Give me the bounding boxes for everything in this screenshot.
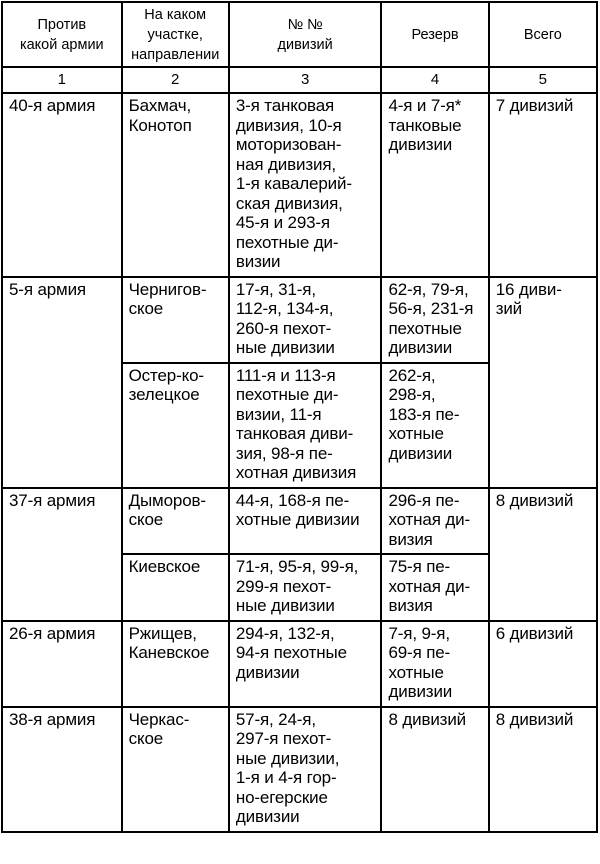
sector-cell: [122, 93, 229, 277]
cell-text-line: Против: [37, 16, 87, 33]
cell-text-line: дивизия, 10-я: [235, 115, 342, 135]
divisions-cell: [229, 277, 382, 363]
cell-text-line: дивизий: [277, 36, 333, 53]
header-army: [2, 2, 122, 67]
cell-text-line: 37-я армия: [9, 490, 96, 510]
cell-text-line: ные дивизии: [235, 338, 335, 357]
cell-text-line: Черкас-: [128, 709, 190, 729]
cell-text-line: дивизии: [388, 135, 453, 154]
cell-text-line: 57-я, 24-я,: [235, 709, 316, 729]
reserve-cell: [381, 707, 488, 832]
cell-text-line: 8 дивизий: [495, 709, 574, 729]
sector-cell: [122, 554, 229, 621]
cell-text-line: танковая диви-: [235, 424, 354, 443]
cell-text-line: 296-я пе-: [388, 490, 460, 510]
table-row: [2, 707, 597, 832]
divisions-cell: [229, 707, 382, 832]
column-number-row: [2, 67, 597, 93]
cell-text-line: 44-я, 168-я пе-: [235, 490, 350, 510]
army-cell: [2, 93, 122, 277]
cell-text-line: 7 дивизий: [495, 96, 574, 115]
header-sector: [122, 2, 229, 67]
column-number: 3: [229, 67, 382, 93]
cell-text-line: танковые: [388, 115, 462, 135]
army-cell: [2, 621, 122, 707]
cell-text-line: Резерв: [411, 26, 459, 43]
cell-text-line: 17-я, 31-я,: [235, 279, 316, 299]
cell-text-line: пехотные: [388, 318, 462, 338]
cell-text-line: хотная ди-: [388, 510, 470, 529]
cell-text-line: 69-я пе-: [388, 643, 451, 662]
cell-text-line: 62-я, 79-я,: [388, 279, 469, 299]
cell-text-line: зий: [495, 299, 523, 318]
sector-cell: [122, 621, 229, 707]
sector-cell: [122, 488, 229, 555]
cell-text-line: Ржищев,: [128, 623, 197, 643]
cell-text-line: зелецкое: [128, 385, 200, 404]
divisions-cell: [229, 488, 382, 555]
cell-text-line: хотные дивизии: [235, 510, 360, 529]
sector-cell: [122, 277, 229, 363]
cell-text-line: зия, 98-я пе-: [235, 443, 333, 463]
cell-text-line: 299-я пехот-: [235, 576, 332, 596]
cell-text-line: 26-я армия: [9, 623, 96, 643]
header-reserve: [381, 2, 488, 67]
divisions-cell: [229, 363, 382, 488]
cell-text-line: пехотные ди-: [235, 385, 339, 404]
cell-text-line: Конотоп: [128, 115, 192, 135]
cell-text-line: ская дивизия,: [235, 193, 343, 213]
cell-text-line: 262-я,: [388, 365, 436, 385]
cell-text-line: 3-я танковая: [235, 96, 335, 115]
divisions-cell: [229, 621, 382, 707]
sector-cell: [122, 363, 229, 488]
cell-text-line: визии: [235, 252, 281, 271]
divisions-cell: [229, 93, 382, 277]
cell-text-line: 6 дивизий: [495, 623, 574, 643]
divisions-cell: [229, 554, 382, 621]
cell-text-line: моторизован-: [235, 135, 342, 154]
total-cell: [489, 707, 597, 832]
column-number: 2: [122, 67, 229, 93]
total-cell: [489, 621, 597, 707]
cell-text-line: участке,: [147, 26, 203, 43]
cell-text-line: но-егерские: [235, 787, 328, 807]
cell-text-line: визия: [388, 596, 433, 615]
cell-text-line: 112-я, 134-я,: [235, 299, 334, 318]
cell-text-line: 45-я и 293-я: [235, 213, 330, 232]
cell-text-line: ная дивизия,: [235, 154, 336, 174]
cell-text-line: дивизии: [388, 682, 453, 701]
header-row: [2, 2, 597, 67]
cell-text-line: ское: [128, 729, 164, 748]
sector-cell: [122, 707, 229, 832]
cell-text-line: какой армии: [19, 36, 104, 53]
cell-text-line: 111-я и 113-я: [235, 365, 336, 385]
header-total: [489, 2, 597, 67]
cell-text-line: пехотные ди-: [235, 232, 339, 252]
cell-text-line: 297-я пехот-: [235, 729, 332, 748]
cell-text-line: 7-я, 9-я,: [388, 623, 450, 643]
cell-text-line: хотные: [388, 424, 444, 443]
cell-text-line: Дыморов-: [128, 490, 206, 510]
column-number: 1: [2, 67, 122, 93]
cell-text-line: 1-я и 4-я гор-: [235, 768, 337, 787]
table-row: [2, 93, 597, 277]
cell-text-line: дивизии: [235, 662, 300, 682]
total-cell: [489, 277, 597, 488]
total-cell: [489, 488, 597, 621]
cell-text-line: дивизии: [388, 443, 453, 463]
cell-text-line: 183-я пе-: [388, 404, 460, 424]
cell-text-line: 94-я пехотные: [235, 643, 347, 662]
army-cell: [2, 277, 122, 488]
table-row: [2, 488, 597, 555]
cell-text-line: ское: [128, 510, 164, 529]
reserve-cell: [381, 277, 488, 363]
table-row: [2, 277, 597, 363]
cell-text-line: 260-я пехот-: [235, 318, 332, 338]
army-cell: [2, 488, 122, 621]
cell-text-line: 38-я армия: [9, 709, 96, 729]
army-cell: [2, 707, 122, 832]
cell-text-line: 40-я армия: [9, 96, 96, 115]
cell-text-line: 75-я пе-: [388, 557, 451, 576]
cell-text-line: 56-я, 231-я: [388, 299, 474, 318]
cell-text-line: хотная ди-: [388, 576, 470, 596]
cell-text-line: дивизии: [235, 807, 300, 826]
cell-text-line: Остер-ко-: [128, 365, 204, 385]
cell-text-line: Всего: [523, 26, 562, 43]
cell-text-line: 4-я и 7-я*: [388, 96, 462, 115]
cell-text-line: На каком: [144, 6, 207, 23]
total-cell: [489, 93, 597, 277]
column-number: 5: [489, 67, 597, 93]
cell-text-line: 16 диви-: [495, 279, 562, 299]
cell-text-line: ные дивизии: [235, 596, 335, 615]
reserve-cell: [381, 621, 488, 707]
column-number: 4: [381, 67, 488, 93]
divisions-table: [1, 1, 598, 833]
reserve-cell: [381, 93, 488, 277]
cell-text-line: хотная дивизия: [235, 463, 357, 482]
cell-text-line: ные дивизии,: [235, 748, 340, 768]
header-divisions: [229, 2, 382, 67]
table-row: [2, 621, 597, 707]
reserve-cell: [381, 488, 488, 555]
cell-text-line: 294-я, 132-я,: [235, 623, 335, 643]
cell-text-line: Киевское: [128, 557, 201, 576]
reserve-cell: [381, 554, 488, 621]
cell-text-line: 5-я армия: [9, 279, 86, 299]
cell-text-line: 8 дивизий: [495, 490, 574, 510]
cell-text-line: Бахмач,: [128, 96, 192, 115]
cell-text-line: Чернигов-: [128, 279, 207, 299]
cell-text-line: направлении: [131, 46, 220, 63]
cell-text-line: визии, 11-я: [235, 404, 322, 424]
cell-text-line: хотные: [388, 662, 444, 682]
cell-text-line: ское: [128, 299, 164, 318]
cell-text-line: 71-я, 95-я, 99-я,: [235, 557, 359, 576]
reserve-cell: [381, 363, 488, 488]
cell-text-line: 298-я,: [388, 385, 436, 404]
cell-text-line: визия: [388, 529, 433, 549]
cell-text-line: 1-я кавалерий-: [235, 174, 352, 193]
cell-text-line: дивизии: [388, 338, 453, 357]
cell-text-line: № №: [287, 16, 323, 33]
cell-text-line: 8 дивизий: [388, 709, 467, 729]
cell-text-line: Каневское: [128, 643, 210, 662]
